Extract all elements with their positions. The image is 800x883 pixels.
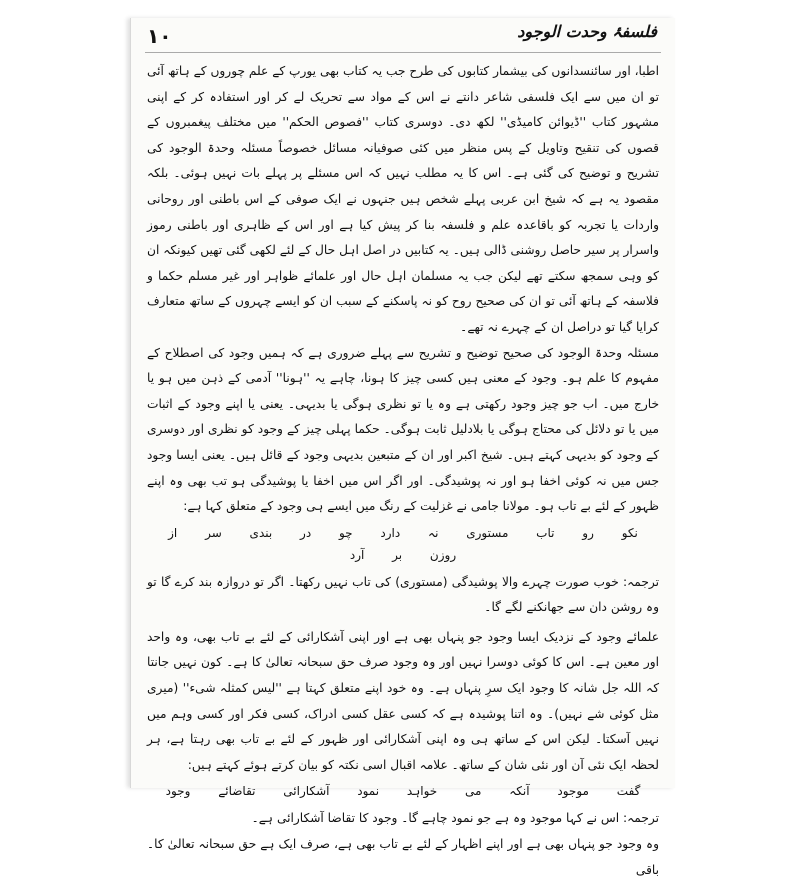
paragraph-2: مسئلہ وحدۃ الوجود کی صحیح توضیح و تشریح سے پہلے ضروری ہے کہ ہمیں وجود کی اصطلاح کے مفہوم کا علم ہو۔ وجود کے معنی ہیں کسی چیز کا ہونا، چاہے یہ ''ہونا'' آدمی کے ذہن میں ہو یا خارج میں۔ اب جو چیز وجود رکھتی ہے وہ یا تو نظری ہوگی یا بدیہی۔ یعنی یا اپنے وجود کے اثبات میں یا تو دلائل کی محتاج ہوگی یا بلادلیل ثابت ہوگی۔ حکما پہلی چیز کے وجود کو نظری اور دوسری کے وجود کو بدیہی کہتے ہیں۔ شیخ اکبر اور ان کے متبعین بدیہی وجود کے قائل ہیں۔ یعنی ایسا وجود جس میں نہ کوئی اخفا ہو اور نہ پوشیدگی۔ اور اگر اس میں اخفا یا پوشیدگی ہو تب بھی وہ اپنے ظہور کے لئے بے تاب ہو۔ مولانا جامی نے غزلیت کے رنگ میں ایسے ہی وجود کے متعلق کہا ہے:	[147, 345, 659, 514]
running-title: فلسفۂ وحدت الوجود	[517, 22, 657, 41]
verse-jami: نکو رو تاب مستوری نہ دارد چو در بندی سر از روزن بر آرد	[168, 525, 638, 562]
translation-2: ترجمہ: اس نے کہا موجود وہ ہے جو نمود چاہے گا۔ وجود کا تقاضا آشکارائی ہے۔	[251, 811, 659, 826]
paragraph-4: وہ وجود جو پنہاں بھی ہے اور اپنے اظہار کے لئے بے تاب بھی ہے، صرف ایک ہے حق سبحانہ تعالیٰ کا۔ باقی	[147, 837, 659, 877]
paragraph-3: علمائے وجود کے نزدیک ایسا وجود جو پنہاں بھی ہے اور اپنی آشکارائی کے لئے بے تاب بھی، وہ واحد اور معین ہے۔ اس کا کوئی دوسرا نہیں اور وہ وجود صرف حق سبحانہ تعالیٰ کا ہے۔ کون نہیں جانتا کہ اللہ جل شانہ کا وجود ایک سرِ پنہاں ہے۔ وہ خود اپنے متعلق کہتا ہے ''لیس کمثلہ شیء'' (میری مثل کوئی شے نہیں)۔ وہ اتنا پوشیدہ ہے کہ کسی عقل کسی ادراک، کسی فکر اور کسی وہم میں نہیں آسکتا۔ لیکن اس کے ساتھ ہی وہ اپنی آشکارائی اور ظہور کے لئے بے تاب بھی رہتا ہے، ہر لحظہ ایک نئی آن اور نئی شان کے ساتھ۔ علامہ اقبال اسی نکتہ کو بیان کرتے ہوئے کہتے ہیں:	[147, 629, 659, 772]
paragraph-1: اطبا، اور سائنسدانوں کی بیشمار کتابوں کی طرح جب یہ کتاب بھی یورپ کے علم چوروں کے ہاتھ آئی تو ان میں سے ایک فلسفی شاعر دانتے نے اس کے مواد سے تحریک لے کر اور استفادہ کر کے اپنی مشہور کتاب ''ڈیوائن کامیڈی'' لکھ دی۔ دوسری کتاب ''فصوص الحکم'' میں مختلف پیغمبروں کے قصوں کی تنقیح وتاویل کے پس منظر میں کئی صوفیانہ مسائل خصوصاً مسئلہ وحدۃ الوجود کی تشریح و توضیح کی گئی ہے۔ اس کا یہ مطلب نہیں کہ اس مسئلے پر پہلے بات نہیں ہوئی۔ بلکہ مقصود یہ ہے کہ شیخ ابن عربی پہلے شخص ہیں جنہوں نے ایک صوفی کے اس باطنی اور روحانی واردات یا تجربہ کو باقاعدہ علم و فلسفہ بنا کر پیش کیا ہے اور اس کے ظاہری اور باطنی رموز واسرار پر سیر حاصل روشنی ڈالی ہیں۔ یہ کتابیں در اصل اہل حال کے لئے لکھی گئی تھیں کیونکہ ان کو وہی سمجھ سکتے تھے لیکن جب یہ مسلمان اہل حال اور علمائے ظواہر اور غیر مسلم حکما و فلاسفہ کے ہاتھ آئی تو ان کی صحیح روح کو نہ پاسکنے کے سبب ان کو ایسے چہروں کے ساتھ متعارف کرایا گیا تو دراصل ان کے چہرے نہ تھے۔	[147, 64, 659, 334]
book-page	[130, 18, 675, 877]
page-body	[131, 53, 675, 883]
translation-1: ترجمہ: خوب صورت چہرے والا پوشیدگی (مستوری) کی تاب نہیں رکھتا۔ اگر تو دروازہ بند کرے گا تو وہ روشن دان سے جھانکنے لگے گا۔	[147, 574, 659, 615]
page-header	[145, 18, 661, 53]
verse-iqbal: گفت موجود آنکہ می خواہد نمود آشکارائی تقاضائے وجود	[165, 784, 641, 799]
page-number: ١٠	[147, 24, 172, 48]
